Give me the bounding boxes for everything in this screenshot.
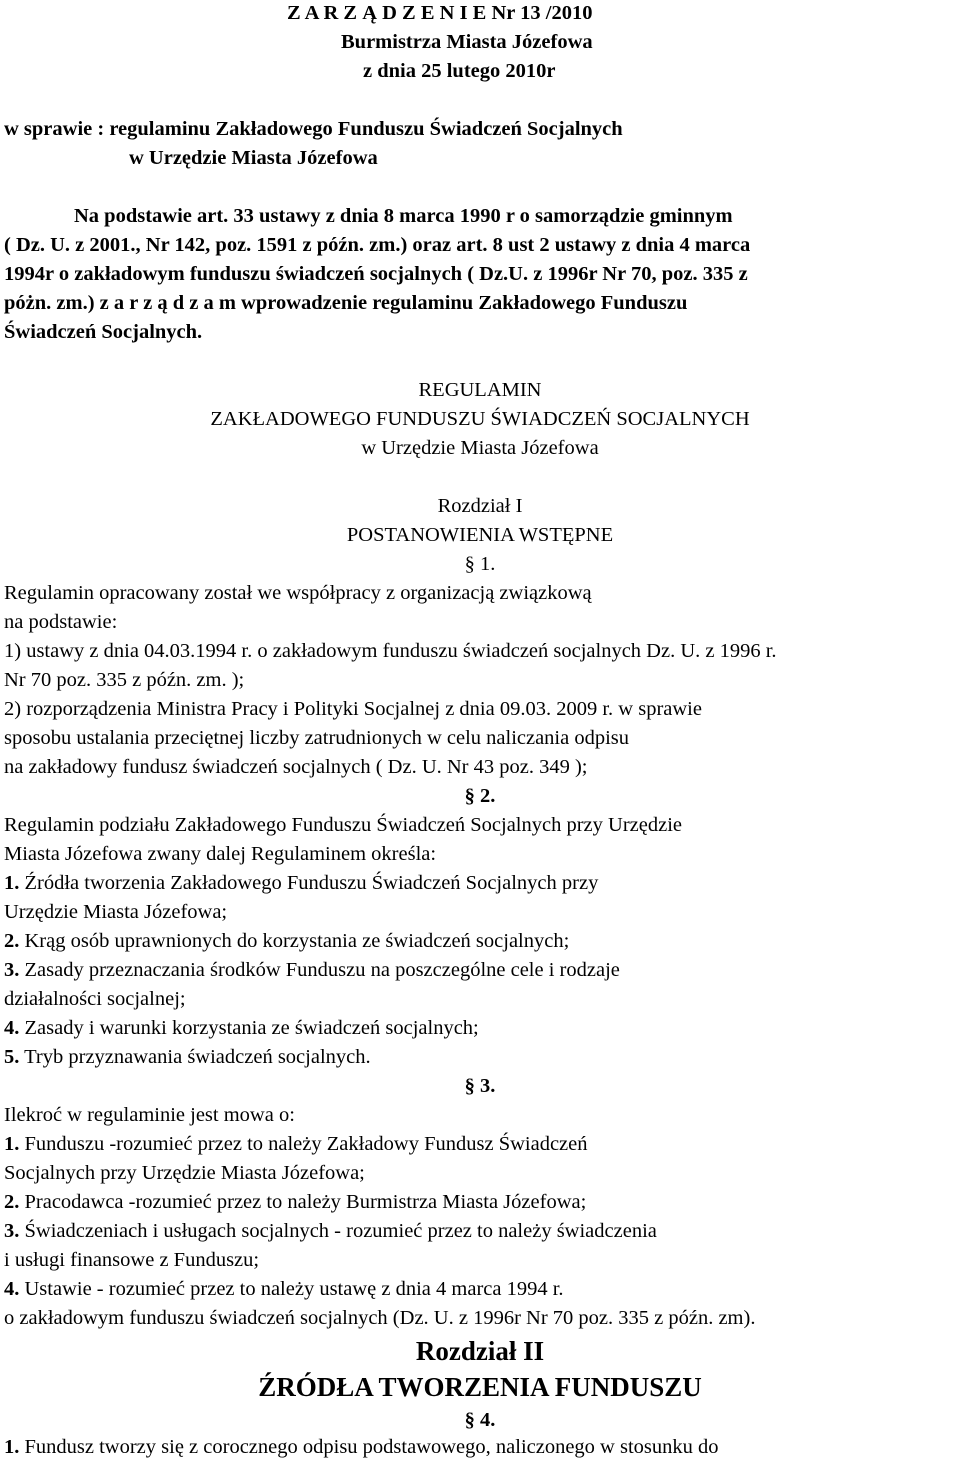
par2-item-1-cont: Urzędzie Miasta Józefowa;	[4, 901, 228, 923]
order-title: Z A R Z Ą D Z E N I E Nr 13 /2010	[287, 2, 593, 24]
order-date: z dnia 25 lutego 2010r	[363, 60, 556, 82]
regulamin-subtitle: ZAKŁADOWEGO FUNDUSZU ŚWIADCZEŃ SOCJALNYCH	[210, 408, 750, 430]
preamble-line-2: ( Dz. U. z 2001., Nr 142, poz. 1591 z późn. zm.) oraz art. 8 ust 2 ustawy z dnia 4 marca	[4, 234, 751, 256]
regulamin-title: REGULAMIN	[418, 379, 542, 401]
par3-item-3: 3. Świadczeniach i usługach socjalnych - rozumieć przez to należy świadczenia	[4, 1220, 657, 1242]
par3-item-1-cont: Socjalnych przy Urzędzie Miasta Józefowa;	[4, 1162, 365, 1184]
preamble-line-1: Na podstawie art. 33 ustawy z dnia 8 marca 1990 r o samorządzie gminnym	[74, 205, 733, 227]
par1-line-1: Regulamin opracowany został we współpracy z organizacją związkową	[4, 582, 592, 604]
par1-line-4: Nr 70 poz. 335 z późn. zm. );	[4, 669, 245, 691]
par2-item-3-cont: działalności socjalnej;	[4, 988, 186, 1010]
par1-line-5: 2) rozporządzenia Ministra Pracy i Polityki Socjalnej z dnia 09.03. 2009 r. w sprawie	[4, 698, 702, 720]
par3-item-3-cont: i usługi finansowe z Funduszu;	[4, 1249, 260, 1271]
par2-item-2: 2. Krąg osób uprawnionych do korzystania ze świadczeń socjalnych;	[4, 930, 570, 952]
chapter-2-title: Rozdział II	[415, 1336, 545, 1366]
chapter-2-subtitle: ŹRÓDŁA TWORZENIA FUNDUSZU	[258, 1372, 702, 1402]
par2-intro-2: Miasta Józefowa zwany dalej Regulaminem określa:	[4, 843, 437, 865]
chapter-1-title: Rozdział I	[437, 495, 523, 517]
par1-line-6: sposobu ustalania przeciętnej liczby zatrudnionych w celu naliczania odpisu	[4, 727, 630, 749]
par2-item-3: 3. Zasady przeznaczania środków Funduszu na poszczególne cele i rodzaje	[4, 959, 620, 981]
paragraph-3-mark: § 3.	[464, 1075, 496, 1097]
par3-item-1: 1. Funduszu -rozumieć przez to należy Zakładowy Fundusz Świadczeń	[4, 1133, 588, 1155]
par1-line-2: na podstawie:	[4, 611, 118, 633]
regulamin-place: w Urzędzie Miasta Józefowa	[361, 437, 599, 459]
par1-line-7: na zakładowy fundusz świadczeń socjalnych ( Dz. U. Nr 43 poz. 349 );	[4, 756, 588, 778]
chapter-1-subtitle: POSTANOWIENIA WSTĘPNE	[346, 524, 614, 546]
par3-item-4-cont: o zakładowym funduszu świadczeń socjalnych (Dz. U. z 1996r Nr 70 poz. 335 z późn. zm).	[4, 1307, 756, 1329]
par3-item-4: 4. Ustawie - rozumieć przez to należy ustawę z dnia 4 marca 1994 r.	[4, 1278, 564, 1300]
par3-intro: Ilekroć w regulaminie jest mowa o:	[4, 1104, 295, 1126]
par2-item-1: 1. Źródła tworzenia Zakładowego Funduszu Świadczeń Socjalnych przy	[4, 872, 599, 894]
par1-line-3: 1) ustawy z dnia 04.03.1994 r. o zakładowym funduszu świadczeń socjalnych Dz. U. z 1996 r.	[4, 640, 777, 662]
paragraph-4-mark: § 4.	[464, 1409, 496, 1431]
par4-line-1: 1. Fundusz tworzy się z corocznego odpisu podstawowego, naliczonego w stosunku do	[4, 1436, 719, 1458]
preamble-line-5: Świadczeń Socjalnych.	[4, 321, 203, 343]
subject-line-1: w sprawie : regulaminu Zakładowego Funduszu Świadczeń Socjalnych	[4, 118, 623, 140]
par3-item-2: 2. Pracodawca -rozumieć przez to należy Burmistrza Miasta Józefowa;	[4, 1191, 587, 1213]
paragraph-1-mark: § 1.	[464, 553, 496, 575]
subject-line-2: w Urzędzie Miasta Józefowa	[129, 147, 378, 169]
preamble-line-4: póżn. zm.) z a r z ą d z a m wprowadzenie regulaminu Zakładowego Funduszu	[4, 292, 688, 314]
par2-intro-1: Regulamin podziału Zakładowego Funduszu Świadczeń Socjalnych przy Urzędzie	[4, 814, 683, 836]
par2-item-5: 5. Tryb przyznawania świadczeń socjalnych.	[4, 1046, 371, 1068]
issuer: Burmistrza Miasta Józefowa	[341, 31, 593, 53]
paragraph-2-mark: § 2.	[464, 785, 496, 807]
par2-item-4: 4. Zasady i warunki korzystania ze świadczeń socjalnych;	[4, 1017, 479, 1039]
preamble-line-3: 1994r o zakładowym funduszu świadczeń socjalnych ( Dz.U. z 1996r Nr 70, poz. 335 z	[4, 263, 748, 285]
